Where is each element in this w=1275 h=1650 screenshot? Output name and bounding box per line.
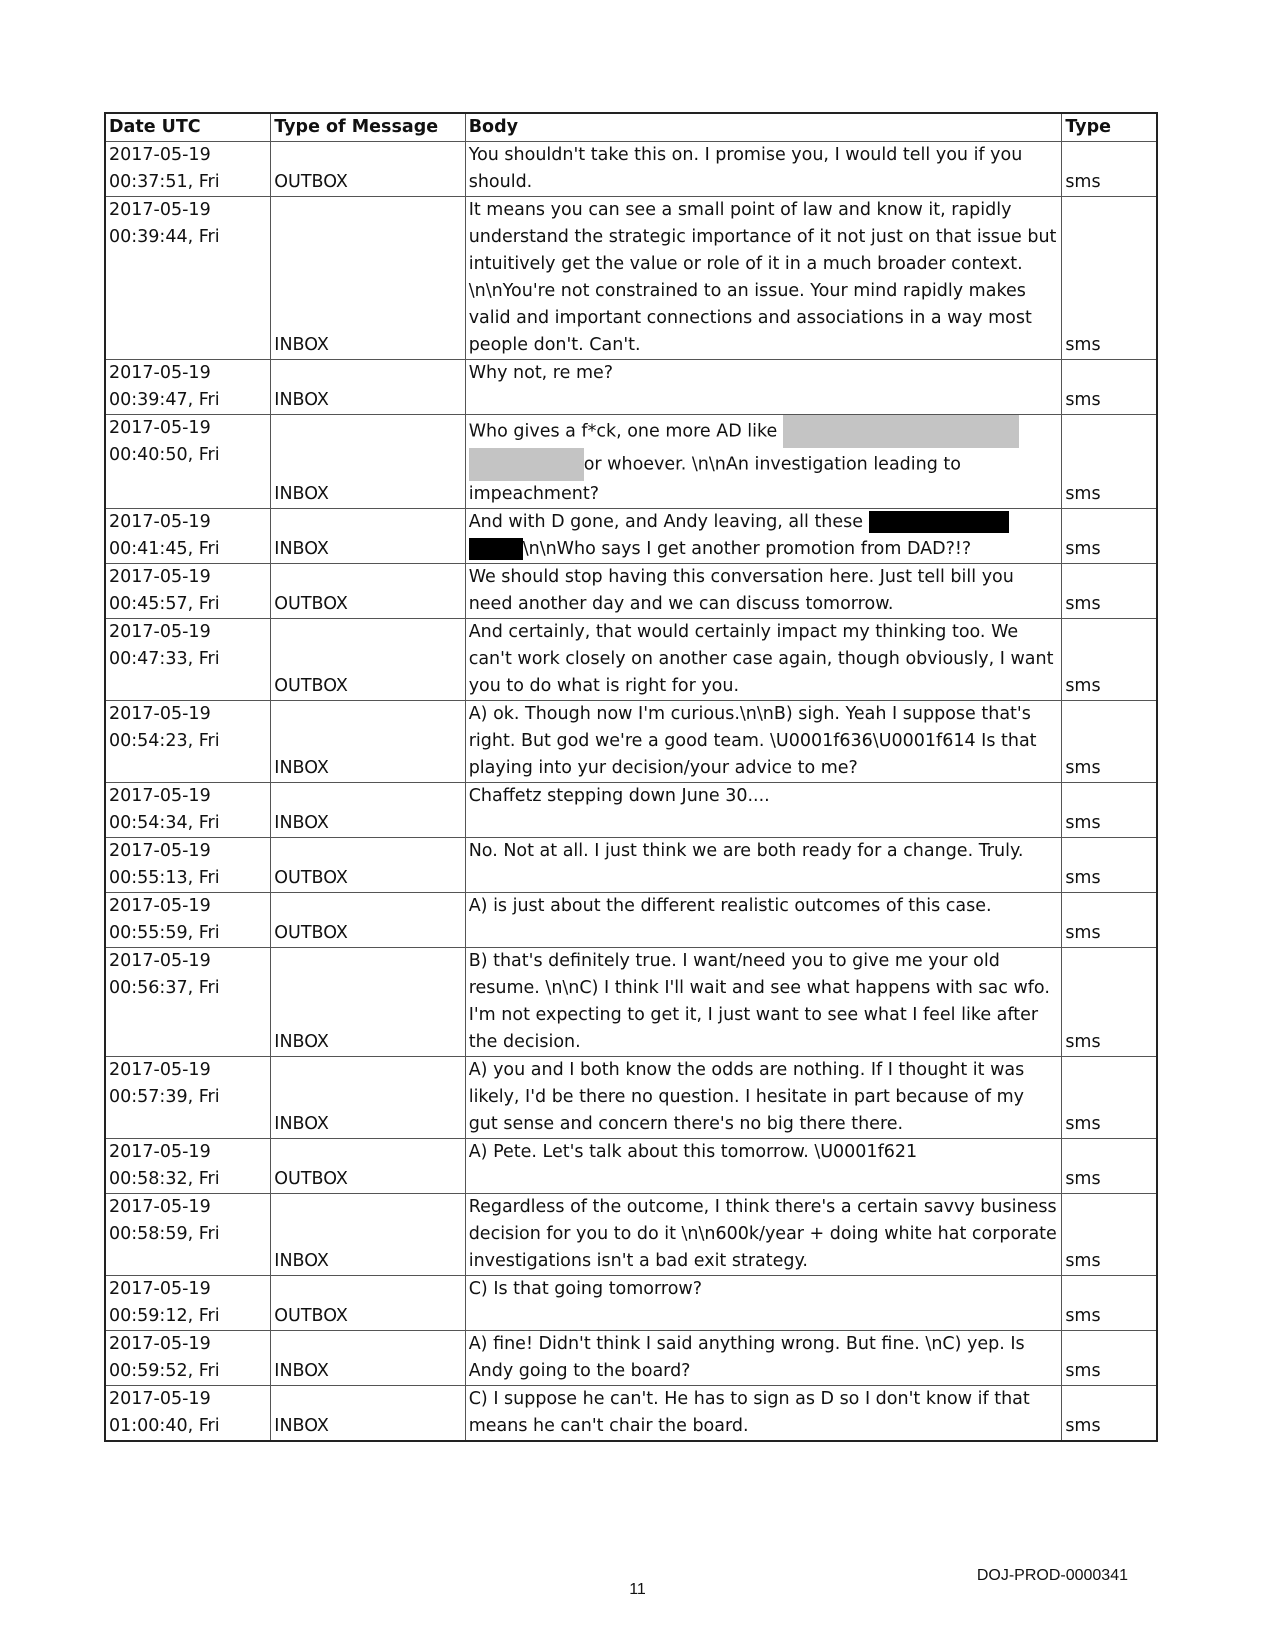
message-kind-cell: INBOX: [271, 948, 465, 1057]
message-kind-cell: OUTBOX: [271, 1139, 465, 1194]
date-cell: 2017-05-19 00:39:47, Fri: [105, 360, 271, 415]
table-row: [105, 1276, 1157, 1331]
type-cell: sms: [1062, 1276, 1157, 1331]
date-cell: 2017-05-19 00:37:51, Fri: [105, 142, 271, 197]
body-cell: A) ok. Though now I'm curious.\n\nB) sigh. Yeah I suppose that's right. But god we're a good team. \U0001f636\U0001f614 Is that playing into yur decision/your advice to me?: [465, 701, 1062, 783]
type-cell: sms: [1062, 893, 1157, 948]
body-cell: Why not, re me?: [465, 360, 1062, 415]
body-cell: C) I suppose he can't. He has to sign as D so I don't know if that means he can't chair the board.: [465, 1386, 1062, 1442]
type-cell: sms: [1062, 1331, 1157, 1386]
table-row: [105, 701, 1157, 783]
header-body: Body: [465, 113, 1062, 142]
table-row: [105, 783, 1157, 838]
type-cell: sms: [1062, 197, 1157, 360]
body-cell: [465, 509, 1062, 564]
date-cell: 2017-05-19 00:40:50, Fri: [105, 415, 271, 509]
redaction-box: [783, 415, 1019, 448]
type-cell: sms: [1062, 948, 1157, 1057]
type-cell: sms: [1062, 509, 1157, 564]
type-cell: sms: [1062, 360, 1157, 415]
type-cell: sms: [1062, 619, 1157, 701]
type-cell: sms: [1062, 1386, 1157, 1442]
type-cell: sms: [1062, 838, 1157, 893]
message-kind-cell: OUTBOX: [271, 619, 465, 701]
date-cell: 2017-05-19 00:45:57, Fri: [105, 564, 271, 619]
date-cell: 2017-05-19 00:41:45, Fri: [105, 509, 271, 564]
date-cell: 2017-05-19 00:54:34, Fri: [105, 783, 271, 838]
body-cell: A) fine! Didn't think I said anything wrong. But fine. \nC) yep. Is Andy going to the board?: [465, 1331, 1062, 1386]
header-date-utc: Date UTC: [105, 113, 271, 142]
type-cell: sms: [1062, 783, 1157, 838]
type-cell: sms: [1062, 701, 1157, 783]
table-row: [105, 1331, 1157, 1386]
table-row: [105, 509, 1157, 564]
table-row: [105, 142, 1157, 197]
date-cell: 2017-05-19 00:58:32, Fri: [105, 1139, 271, 1194]
body-cell: We should stop having this conversation here. Just tell bill you need another day and we can discuss tomorrow.: [465, 564, 1062, 619]
header-type: Type: [1062, 113, 1157, 142]
body-cell: You shouldn't take this on. I promise you, I would tell you if you should.: [465, 142, 1062, 197]
body-cell: It means you can see a small point of law and know it, rapidly understand the strategic importance of it not just on that issue but intuitively get the value or role of it in a much broader context. \n\nYou're not constrained to an issue. Your mind rapidly makes valid and important connections and associations in a way most people don't. Can't.: [465, 197, 1062, 360]
body-cell: A) you and I both know the odds are nothing. If I thought it was likely, I'd be there no question. I hesitate in part because of my gut sense and concern there's no big there there.: [465, 1057, 1062, 1139]
body-cell: [465, 415, 1062, 509]
message-kind-cell: INBOX: [271, 1331, 465, 1386]
bates-number: DOJ-PROD-0000341: [976, 1567, 1128, 1584]
body-cell: Chaffetz stepping down June 30....: [465, 783, 1062, 838]
message-kind-cell: INBOX: [271, 1057, 465, 1139]
table-row: [105, 619, 1157, 701]
date-cell: 2017-05-19 00:59:12, Fri: [105, 1276, 271, 1331]
table-row: [105, 1057, 1157, 1139]
message-kind-cell: INBOX: [271, 509, 465, 564]
redaction-box: [469, 448, 584, 481]
table-row: [105, 838, 1157, 893]
message-kind-cell: INBOX: [271, 197, 465, 360]
table-row: [105, 1139, 1157, 1194]
date-cell: 2017-05-19 00:55:59, Fri: [105, 893, 271, 948]
message-kind-cell: OUTBOX: [271, 564, 465, 619]
type-cell: sms: [1062, 142, 1157, 197]
type-cell: sms: [1062, 564, 1157, 619]
table-row: [105, 1386, 1157, 1442]
body-text-after-redaction: or whoever. \n\nAn investigation leading to impeachment?: [468, 454, 961, 504]
type-cell: sms: [1062, 415, 1157, 509]
redaction-box: [469, 538, 523, 560]
type-cell: sms: [1062, 1194, 1157, 1276]
date-cell: 2017-05-19 01:00:40, Fri: [105, 1386, 271, 1442]
message-kind-cell: INBOX: [271, 783, 465, 838]
type-cell: sms: [1062, 1139, 1157, 1194]
page-number: 11: [629, 1581, 646, 1598]
date-cell: 2017-05-19 00:59:52, Fri: [105, 1331, 271, 1386]
body-text-before-redaction: And with D gone, and Andy leaving, all these: [468, 512, 864, 532]
header-type-of-message: Type of Message: [271, 113, 465, 142]
table-row: [105, 564, 1157, 619]
body-cell: B) that's definitely true. I want/need you to give me your old resume. \n\nC) I think I'll wait and see what happens with sac wfo. I'm not expecting to get it, I just want to see what I feel like after the decision.: [465, 948, 1062, 1057]
date-cell: 2017-05-19 00:58:59, Fri: [105, 1194, 271, 1276]
message-kind-cell: OUTBOX: [271, 893, 465, 948]
date-cell: 2017-05-19 00:56:37, Fri: [105, 948, 271, 1057]
table-row: [105, 415, 1157, 509]
type-cell: sms: [1062, 1057, 1157, 1139]
message-kind-cell: OUTBOX: [271, 1276, 465, 1331]
message-kind-cell: OUTBOX: [271, 838, 465, 893]
message-kind-cell: INBOX: [271, 1194, 465, 1276]
body-text-after-redaction: \n\nWho says I get another promotion from DAD?!?: [522, 539, 972, 559]
body-cell: No. Not at all. I just think we are both ready for a change. Truly.: [465, 838, 1062, 893]
body-cell: A) Pete. Let's talk about this tomorrow. \U0001f621: [465, 1139, 1062, 1194]
message-kind-cell: INBOX: [271, 1386, 465, 1442]
body-text-before-redaction: Who gives a f*ck, one more AD like: [468, 421, 778, 442]
body-cell: A) is just about the different realistic outcomes of this case.: [465, 893, 1062, 948]
table-row: [105, 197, 1157, 360]
header-row: [105, 113, 1157, 142]
message-log-table: [104, 112, 1158, 1442]
table-row: [105, 948, 1157, 1057]
date-cell: 2017-05-19 00:39:44, Fri: [105, 197, 271, 360]
message-kind-cell: OUTBOX: [271, 142, 465, 197]
message-kind-cell: INBOX: [271, 415, 465, 509]
date-cell: 2017-05-19 00:54:23, Fri: [105, 701, 271, 783]
table-row: [105, 893, 1157, 948]
body-cell: C) Is that going tomorrow?: [465, 1276, 1062, 1331]
message-kind-cell: INBOX: [271, 360, 465, 415]
body-cell: And certainly, that would certainly impact my thinking too. We can't work closely on another case again, though obviously, I want you to do what is right for you.: [465, 619, 1062, 701]
date-cell: 2017-05-19 00:55:13, Fri: [105, 838, 271, 893]
redaction-box: [869, 511, 1009, 533]
message-kind-cell: INBOX: [271, 701, 465, 783]
body-cell: Regardless of the outcome, I think there's a certain savvy business decision for you to do it \n\n600k/year + doing white hat corporate investigations isn't a bad exit strategy.: [465, 1194, 1062, 1276]
date-cell: 2017-05-19 00:57:39, Fri: [105, 1057, 271, 1139]
table-row: [105, 360, 1157, 415]
table-row: [105, 1194, 1157, 1276]
date-cell: 2017-05-19 00:47:33, Fri: [105, 619, 271, 701]
